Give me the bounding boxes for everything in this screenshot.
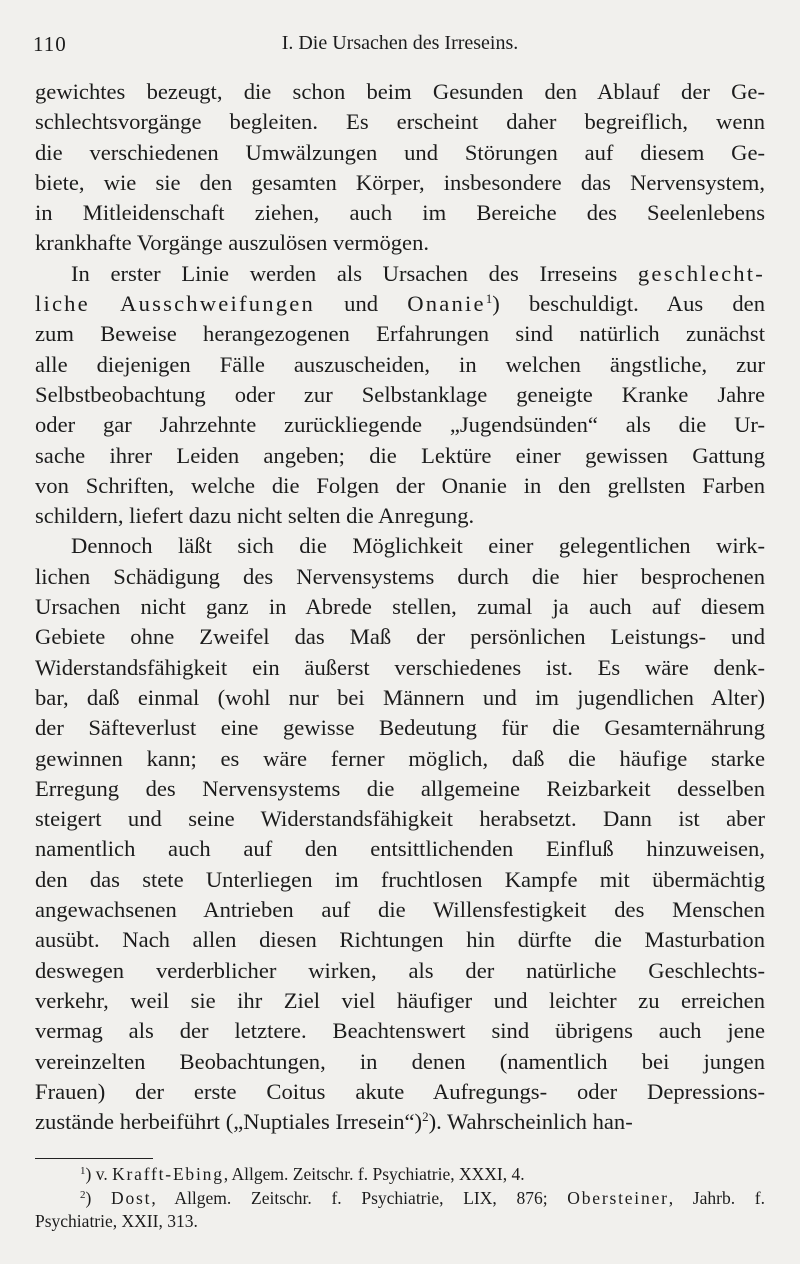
text-run: angewachsenen Antrieben auf die Willensfestigkeit des Menschen — [35, 897, 765, 923]
text-run: vereinzelten Beobachtungen, in denen (namentlich bei jungen — [35, 1048, 765, 1074]
text-run: den das stete Unterliegen im fruchtlosen Kampfe mit übermächtig — [35, 866, 765, 892]
footnote — [35, 1187, 765, 1234]
footnote-line — [35, 1210, 765, 1234]
text-line — [35, 289, 765, 319]
text-run: Selbstbeobachtung oder zur Selbstanklage geneigte Kranke Jahre — [35, 381, 765, 407]
text-line — [35, 259, 765, 289]
text-line — [35, 744, 765, 774]
text-run: Gebiete ohne Zweifel das Maß der persönlichen Leistungs- und — [35, 624, 765, 650]
text-run: vermag als der letztere. Beachtenswert sind übrigens auch jene — [35, 1018, 765, 1044]
text-run: ) beschuldigt. Aus den — [492, 291, 765, 317]
text-run: schlechtsvorgänge begleiten. Es erscheint daher begreiflich, wenn — [35, 109, 765, 135]
text-line — [35, 834, 765, 864]
body-text — [35, 77, 765, 1137]
spaced-emphasis-text: Onanie — [407, 291, 486, 317]
text-line — [35, 986, 765, 1016]
spaced-emphasis-text: geschlecht- — [637, 260, 765, 286]
text-line — [35, 895, 765, 925]
text-line — [35, 592, 765, 622]
footnote — [35, 1163, 765, 1187]
footnote-line — [35, 1187, 765, 1211]
text-run: , Jahrb. f. — [668, 1187, 765, 1208]
text-line — [35, 1107, 765, 1137]
text-run: bar, daß einmal (wohl nur bei Männern und im jugendlichen Alter) — [35, 684, 765, 710]
text-run: , Allgem. Zeitschr. f. Psychiatrie, LIX, 876; — [151, 1187, 568, 1208]
text-run: schildern, liefert dazu nicht selten die Anregung. — [35, 503, 475, 529]
spaced-emphasis-text: Obersteiner — [567, 1187, 669, 1208]
text-run: Ursachen nicht ganz in Abrede stellen, zumal ja auch auf diesem — [35, 594, 765, 620]
footnote-marker[interactable]: 2 — [80, 1188, 86, 1201]
text-run: krankhafte Vorgänge auszulösen vermögen. — [35, 230, 430, 256]
text-run: deswegen verderblicher wirken, als der natürliche Geschlechts- — [35, 957, 765, 983]
text-run: , Allgem. Zeitschr. f. Psychiatrie, XXXI, 4. — [223, 1164, 525, 1184]
text-line — [35, 531, 765, 561]
text-run: der Säfteverlust eine gewisse Bedeutung für die Gesamternährung — [35, 715, 765, 741]
text-line — [35, 865, 765, 895]
text-line — [35, 410, 765, 440]
text-line — [35, 138, 765, 168]
text-line — [35, 107, 765, 137]
text-run: Erregung des Nervensystems die allgemeine Reizbarkeit desselben — [35, 775, 765, 801]
text-run: die verschiedenen Umwälzungen und Störungen auf diesem Ge- — [35, 139, 765, 165]
text-run: zum Beweise herangezogenen Erfahrungen sind natürlich zunächst — [35, 321, 765, 347]
text-run: oder gar Jahrzehnte zurückliegende „Jugendsünden“ als die Ur- — [35, 412, 765, 438]
text-run: ). Wahrscheinlich han- — [428, 1109, 633, 1135]
text-run: gewichtes bezeugt, die schon beim Gesunden den Ablauf der Ge- — [35, 79, 765, 104]
footnote-marker[interactable]: 2 — [422, 1109, 429, 1125]
text-run: ) v. — [85, 1164, 113, 1184]
spaced-emphasis-text: liche Ausschweifungen — [35, 291, 315, 317]
text-line — [35, 501, 765, 531]
text-line — [35, 471, 765, 501]
text-line — [35, 350, 765, 380]
footnote-divider — [35, 1158, 153, 1159]
text-run: verkehr, weil sie ihr Ziel viel häufiger und leichter zu erreichen — [35, 987, 765, 1013]
text-run: alle diejenigen Fälle auszuscheiden, in welchen ängstliche, zur — [35, 351, 765, 377]
text-line — [35, 1016, 765, 1046]
footnote-line — [35, 1163, 765, 1187]
text-run: steigert und seine Widerstandsfähigkeit herabsetzt. Dann ist aber — [35, 806, 765, 832]
text-run: in Mitleidenschaft ziehen, auch im Bereiche des Seelenlebens — [35, 200, 765, 226]
text-line — [35, 168, 765, 198]
text-line — [35, 713, 765, 743]
text-line — [35, 774, 765, 804]
text-line — [35, 1077, 765, 1107]
text-line — [35, 683, 765, 713]
text-line — [35, 653, 765, 683]
spaced-emphasis-text: Krafft-Ebing — [112, 1164, 224, 1184]
text-line — [35, 228, 765, 258]
footnotes — [35, 1163, 765, 1234]
paragraph — [35, 259, 765, 532]
paragraph — [35, 531, 765, 1137]
text-run: und — [314, 291, 408, 317]
text-run: ausübt. Nach allen diesen Richtungen hin dürfte die Masturbation — [35, 927, 765, 953]
text-line — [35, 956, 765, 986]
text-run: biete, wie sie den gesamten Körper, insbesondere das Nervensystem, — [35, 169, 765, 195]
text-line — [35, 1047, 765, 1077]
text-line — [35, 77, 765, 107]
footnote-marker[interactable]: 1 — [80, 1165, 86, 1177]
text-run: sache ihrer Leiden angeben; die Lektüre einer gewissen Gattung — [35, 442, 765, 468]
text-run: Frauen) der erste Coitus akute Aufregungs- oder Depressions- — [35, 1078, 765, 1104]
text-run: von Schriften, welche die Folgen der Onanie in den grellsten Farben — [35, 472, 765, 498]
text-run: Dennoch läßt sich die Möglichkeit einer gelegentlichen wirk- — [71, 533, 765, 559]
text-run: In erster Linie werden als Ursachen des Irreseins — [71, 260, 638, 286]
spaced-emphasis-text: Dost — [111, 1187, 152, 1208]
text-run: zustände herbeiführt („Nuptiales Irresein“) — [35, 1109, 423, 1135]
text-line — [35, 622, 765, 652]
text-line — [35, 925, 765, 955]
text-line — [35, 319, 765, 349]
text-line — [35, 380, 765, 410]
footnote-marker[interactable]: 1 — [485, 291, 493, 307]
text-run: Widerstandsfähigkeit ein äußerst verschiedenes ist. Es wäre denk- — [35, 654, 765, 680]
text-run: gewinnen kann; es wäre ferner möglich, daß die häufige starke — [35, 745, 765, 771]
page-header — [33, 32, 767, 58]
text-run: lichen Schädigung des Nervensystems durch die hier besprochenen — [35, 563, 765, 589]
text-line — [35, 198, 765, 228]
text-run: ) — [85, 1187, 112, 1208]
text-line — [35, 562, 765, 592]
text-line — [35, 804, 765, 834]
text-run: namentlich auch auf den entsittlichenden Einfluß hinzuweisen, — [35, 836, 765, 862]
text-run: Psychiatrie, XXII, 313. — [35, 1211, 198, 1231]
paragraph — [35, 77, 765, 259]
running-title: I. Die Ursachen des Irreseins. — [281, 32, 519, 54]
page-number: 110 — [33, 32, 67, 56]
text-line — [35, 441, 765, 471]
